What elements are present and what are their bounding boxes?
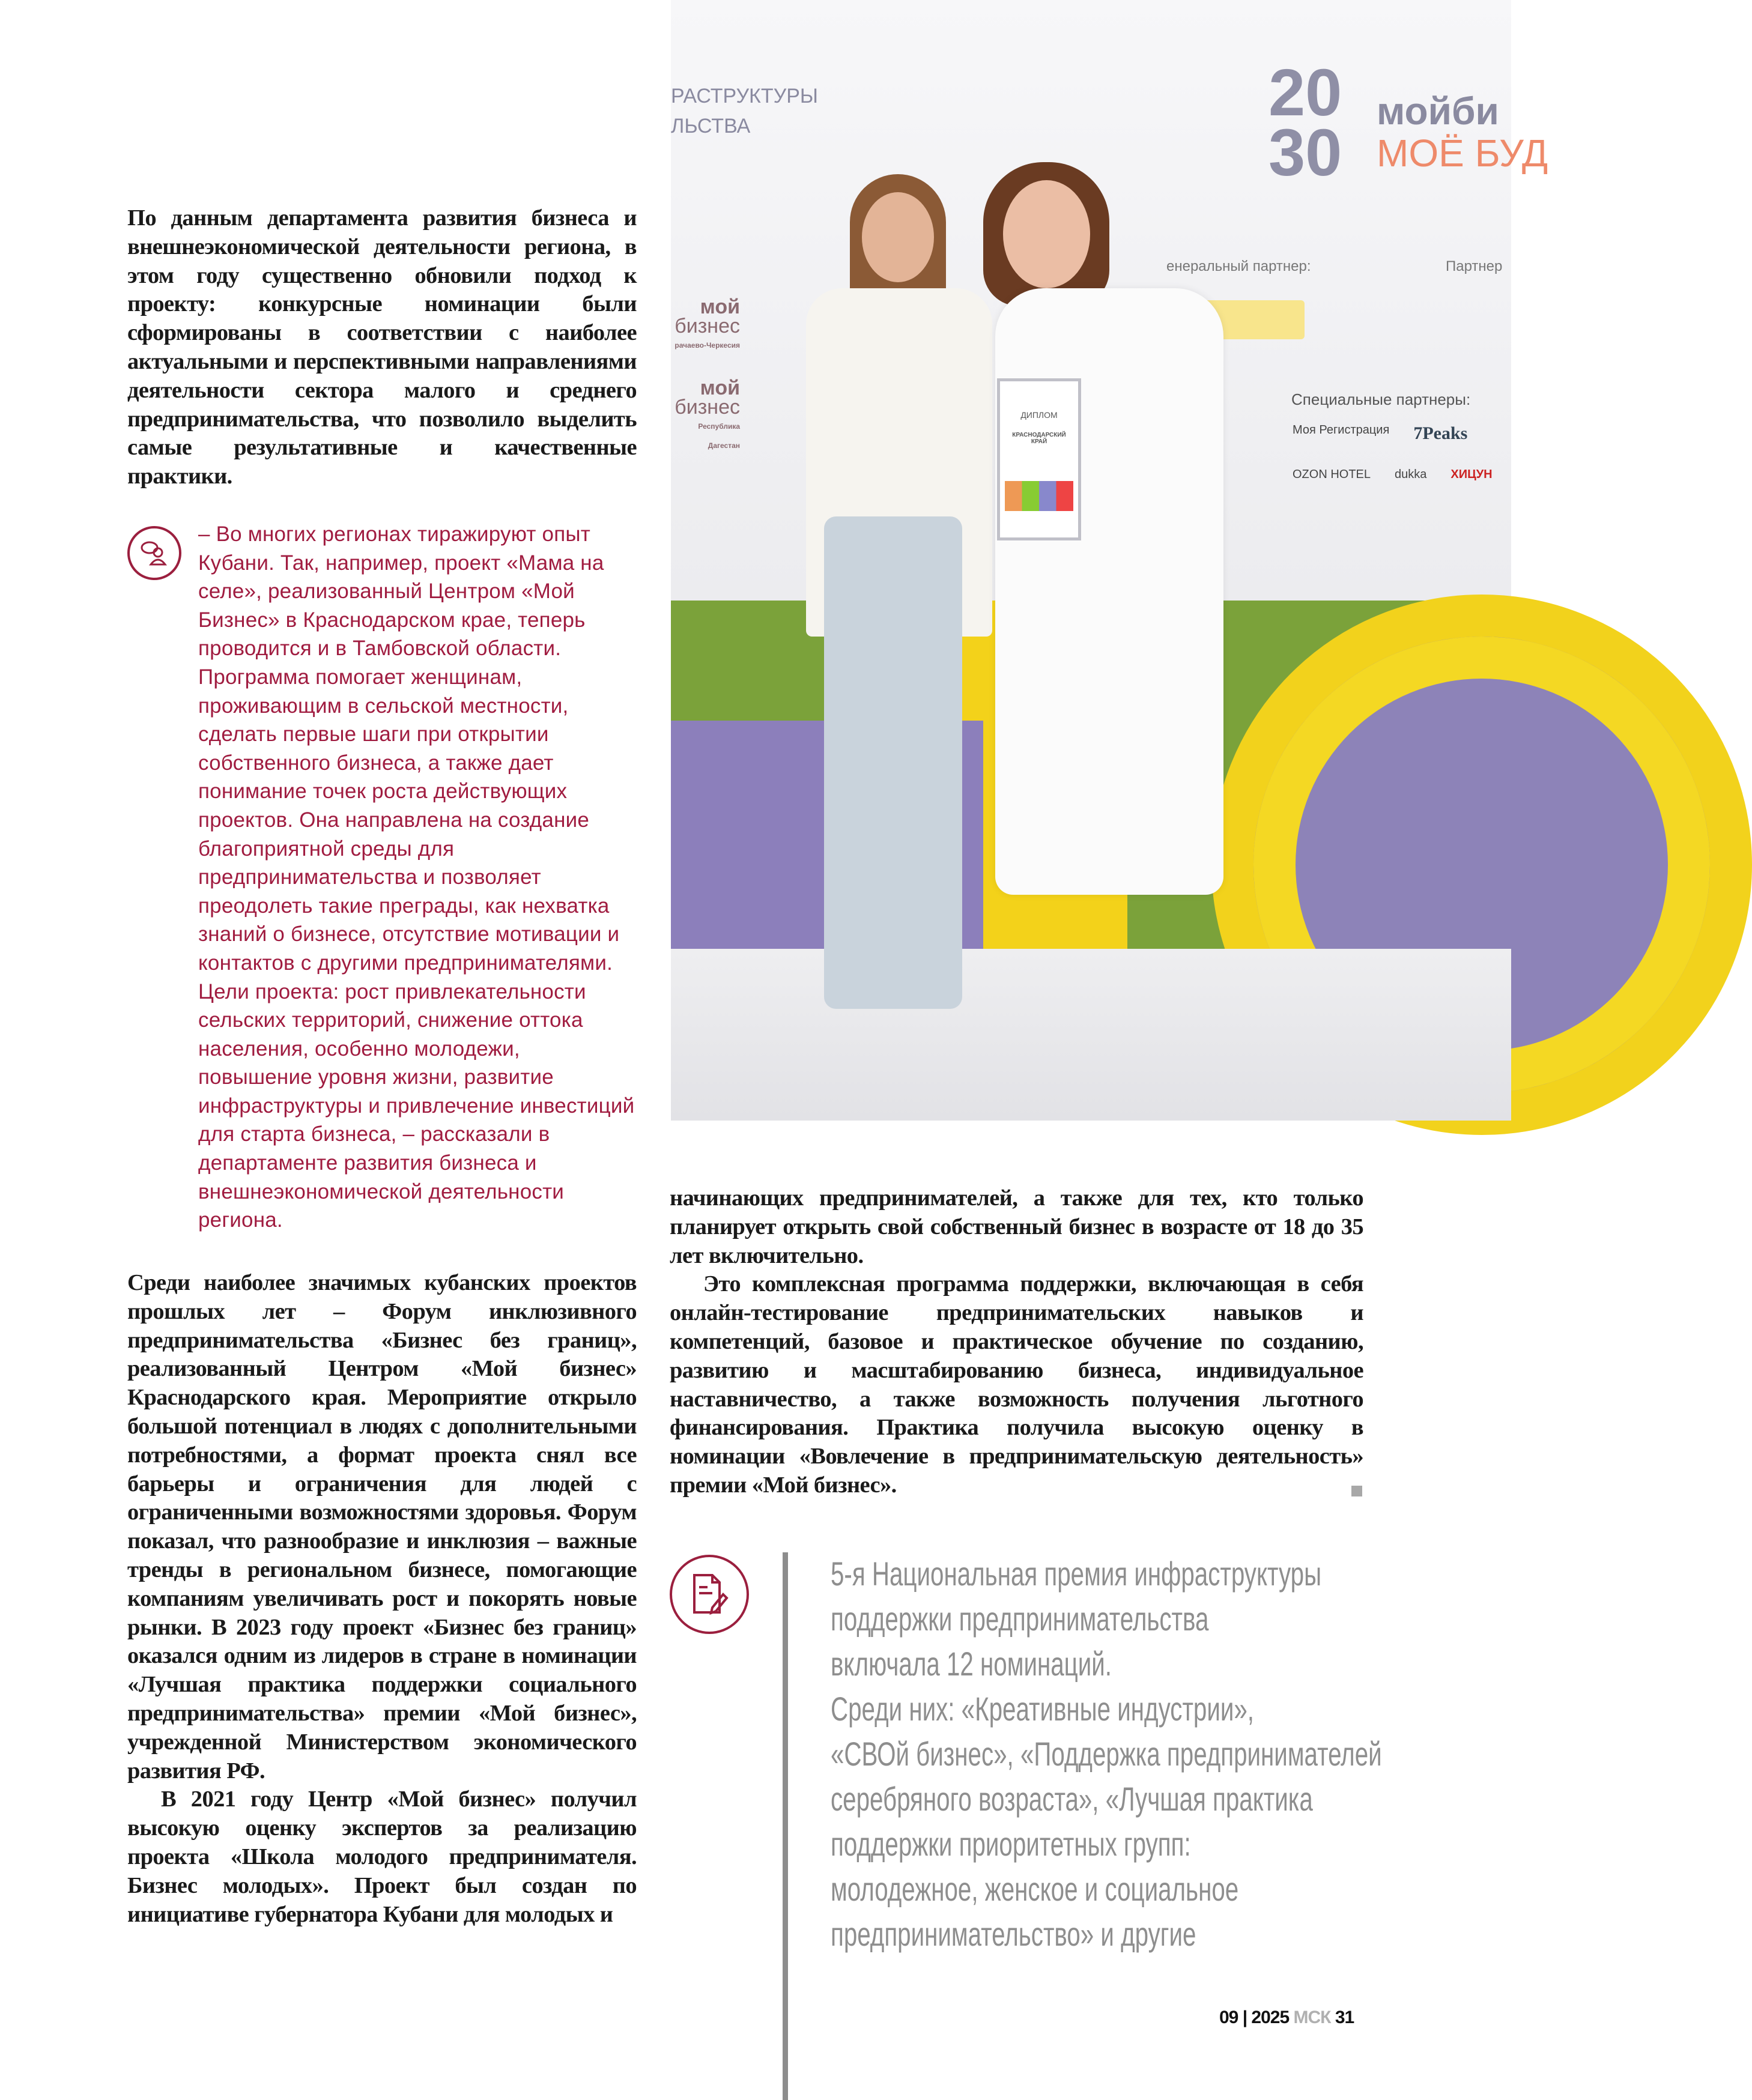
page-number: 31 [1335,2008,1354,2027]
special-partners-label: Специальные партнеры: [1291,390,1471,408]
pull-quote: – Во многих регионах тиражируют опыт Кубани. Так, например, проект «Мама на селе», реализованный Центром «Мой Бизнес» в Краснодарском крае, теперь проводится и в Тамбовской области. Программа помогает женщинам, проживающим в сельской местности, сделать первые шаги при открытии собственного бизнеса, а также дает понимание точек роста действующих проектов. Она направлена на создание благоприятной среды для предпринимательства и позволяет преодолеть такие преграды, как нехватка знаний о бизнесе, отсутствие мотивации и контактов с другими предпринимателями. Цели проекта: рост привлекательности сельских территорий, снижение оттока населения, особенно молодежи, повышение уровня жизни, развитие инфраструктуры и привлечение инвестиций для старта бизнеса, – рассказали в департаменте развития бизнеса и внешнеэкономической деятельности региона. [198,522,635,1232]
logo-brand: мойби МОЁ БУД [1377,89,1548,175]
diploma: ДИПЛОМ КРАСНОДАРСКИЙ КРАЙ [997,378,1081,540]
moy-biznes-logo: мой бизнес Республика Дагестан [674,377,740,450]
end-mark [1351,1486,1362,1496]
magazine-brand: МСК [1293,2008,1331,2027]
article-paragraph-2: Среди наиболее значимых кубанских проектов прошлых лет – Форум инклюзивного предпринимательства «Бизнес без границ», реализованный Центром «Мой бизнес» Краснодарского края. Мероприятие открыло большой потенциал в людях с дополнительными потребностями, а формат проекта снял все барьеры и ограничения для людей с ограниченными возможностями здоровья. Форум показал, что разнообразие и инклюзия – важные тренды в региональном бизнесе, помогающие компаниям увеличивать рост и покорять новые рынки. В 2023 году проект «Бизнес без границ» оказался одним из лидеров в стране в номинации «Лучшая практика поддержки социального предпринимательства» премии «Мой бизнес», учрежденной Министерством экономического развития РФ. В 2021 году Центр «Мой бизнес» получил высокую оценку экспертов за реализацию проекта «Школа молодого предпринимателя. Бизнес молодых». Проект был создан по инициативе губернатора Кубани для молодых и [127,1270,637,1927]
moy-biznes-logo: мой бизнес рачаево-Черкесия [674,295,740,349]
event-photo [671,0,1548,1121]
page-footer [1219,2008,1354,2028]
sidebar-rule [783,1552,788,2100]
article-paragraph-1: По данным департамента развития бизнеса и внешнеэкономической деятельности региона, в этом году существенно обновили подход к проекту: конкурсные номинации были сформированы в соответствии с наиболее актуальными и перспективными направлениями деятельности сектора малого и среднего предпринимательства, что позволило выделить самые результативные и качественные практики. [127,205,637,489]
partner-label: Партнер [1446,258,1503,274]
general-partner-label: енеральный партнер: [1166,258,1311,274]
article-paragraph-3: начинающих предпринимателей, а также для тех, кто только планирует открыть свой собственный бизнес в возрасте от 18 до 35 лет включительно. Это комплексная программа поддержки, включающая в себя онлайн-тестирование предпринимательских навыков и компетенций, базовое и практическое обучение по созданию, развитию и масштабированию бизнеса, индивидуальное наставничество, а также возможность получения льготного финансирования. Практика получила высокую оценку в номинации «Вовлечение в предпринимательскую деятельность» премии «Мой бизнес». [670,1185,1363,1498]
sidebar-fact: 5-я Национальная премия инфраструктуры поддержки предпринимательства включала 12 номинаций. Среди них: «Креативные индустрии», «СВОй бизнес», «Поддержка предпринимателей серебряного возраста», «Лучшая практика поддержки приоритетных групп: молодежное, женское и социальное предпринимательство» и другие [831,1555,1382,1953]
sponsor-logos: Моя Регистрация 7Peaks OZON HOTEL dukka ХИЦУН [1293,423,1493,481]
document-pen-icon [670,1555,749,1634]
issue-date: 09 | 2025 [1219,2008,1290,2027]
logo-2030: 20 30 [1269,56,1342,190]
backdrop-text: РАСТРУКТУРЫ ЛЬСТВА [671,85,819,138]
speech-bubbles-icon [127,526,181,580]
